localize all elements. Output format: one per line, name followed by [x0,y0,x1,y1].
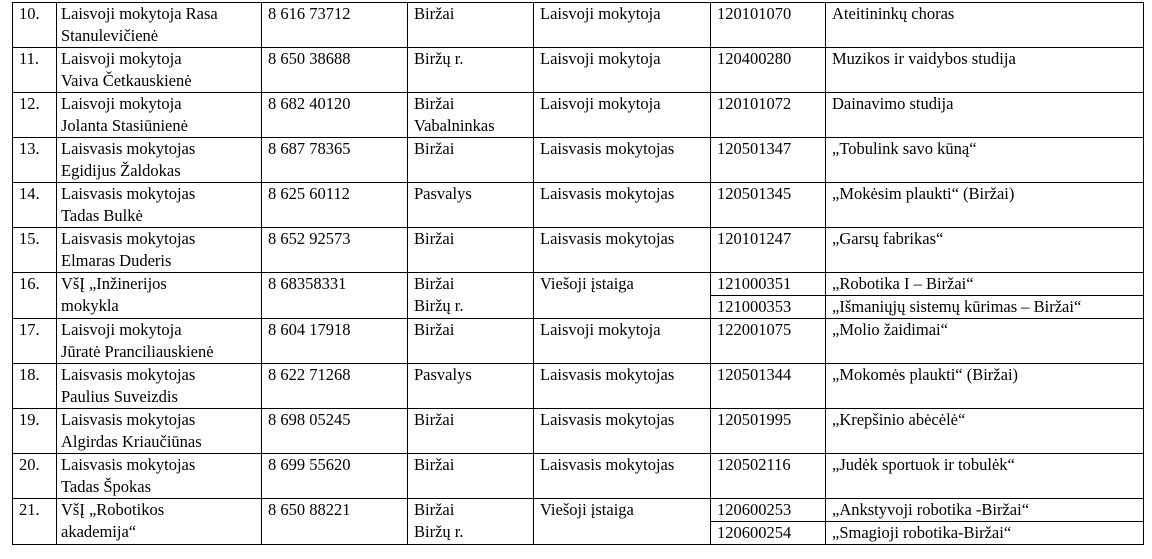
phone-number: 8 698 05245 [262,409,408,454]
table-row [13,183,1144,228]
row-number: 10. [13,3,57,48]
provider-type: Laisvoji mokytoja [534,48,711,93]
provider-type: Viešoji įstaiga [534,499,711,545]
program-name: „Tobulink savo kūną“ [826,138,1144,183]
row-number: 16. [13,273,57,319]
program-name: „Robotika I – Biržai“ [826,273,1144,296]
program-name: „Garsų fabrikas“ [826,228,1144,273]
program-name: „Ankstyvoji robotika -Biržai“ [826,499,1144,522]
program-code: 120501345 [711,183,826,228]
phone-number: 8 699 55620 [262,454,408,499]
table-row [13,93,1144,138]
program-code: 120400280 [711,48,826,93]
provider-type: Laisvasis mokytojas [534,138,711,183]
location: Biržai [408,228,534,273]
row-number: 12. [13,93,57,138]
table-row [13,454,1144,499]
program-name: „Krepšinio abėcėlė“ [826,409,1144,454]
program-code: 120600253 [711,499,826,522]
location: Biržai Vabalninkas [408,93,534,138]
program-name: „Molio žaidimai“ [826,319,1144,364]
program-code: 121000353 [711,296,826,319]
row-number: 11. [13,48,57,93]
provider-name: Laisvasis mokytojas Paulius Suveizdis [57,364,262,409]
table-row [13,409,1144,454]
phone-number: 8 68358331 [262,273,408,319]
program-code: 120501347 [711,138,826,183]
program-code: 120600254 [711,522,826,545]
program-code: 120502116 [711,454,826,499]
table-row [13,138,1144,183]
row-number: 19. [13,409,57,454]
program-name: „Išmaniųjų sistemų kūrimas – Biržai“ [826,296,1144,319]
phone-number: 8 650 38688 [262,48,408,93]
program-code: 120501995 [711,409,826,454]
provider-name: VšĮ „Inžinerijos mokykla [57,273,262,319]
location: Biržai [408,319,534,364]
provider-type: Laisvasis mokytojas [534,454,711,499]
program-code: 120101072 [711,93,826,138]
provider-name: Laisvoji mokytoja Vaiva Četkauskienė [57,48,262,93]
location: Biržai Biržų r. [408,499,534,545]
phone-number: 8 622 71268 [262,364,408,409]
program-name: Ateitininkų choras [826,3,1144,48]
location: Biržų r. [408,48,534,93]
phone-number: 8 650 88221 [262,499,408,545]
program-code: 121000351 [711,273,826,296]
location: Pasvalys [408,364,534,409]
phone-number: 8 625 60112 [262,183,408,228]
phone-number: 8 604 17918 [262,319,408,364]
program-code: 120501344 [711,364,826,409]
provider-name: VšĮ „Robotikos akademija“ [57,499,262,545]
provider-name: Laisvasis mokytojas Tadas Špokas [57,454,262,499]
program-name: Dainavimo studija [826,93,1144,138]
provider-type: Laisvasis mokytojas [534,183,711,228]
location: Biržai [408,138,534,183]
provider-name: Laisvasis mokytojas Algirdas Kriaučiūnas [57,409,262,454]
table-row [13,48,1144,93]
provider-type: Laisvasis mokytojas [534,228,711,273]
location: Biržai [408,454,534,499]
program-name: „Judėk sportuok ir tobulėk“ [826,454,1144,499]
program-code: 122001075 [711,319,826,364]
provider-type: Laisvasis mokytojas [534,409,711,454]
provider-name: Laisvoji mokytoja Jūratė Pranciliauskienė [57,319,262,364]
program-name: „Mokėsim plaukti“ (Biržai) [826,183,1144,228]
provider-type: Viešoji įstaiga [534,273,711,319]
program-name: Muzikos ir vaidybos studija [826,48,1144,93]
registry-table [12,2,1144,545]
row-number: 18. [13,364,57,409]
row-number: 13. [13,138,57,183]
program-name: „Smagioji robotika-Biržai“ [826,522,1144,545]
table-row [13,499,1144,522]
row-number: 14. [13,183,57,228]
provider-name: Laisvasis mokytojas Elmaras Duderis [57,228,262,273]
phone-number: 8 652 92573 [262,228,408,273]
location: Pasvalys [408,183,534,228]
location: Biržai Biržų r. [408,273,534,319]
table-row [13,228,1144,273]
row-number: 21. [13,499,57,545]
phone-number: 8 682 40120 [262,93,408,138]
provider-type: Laisvoji mokytoja [534,319,711,364]
program-name: „Mokomės plaukti“ (Biržai) [826,364,1144,409]
phone-number: 8 616 73712 [262,3,408,48]
row-number: 17. [13,319,57,364]
location: Biržai [408,409,534,454]
provider-type: Laisvoji mokytoja [534,93,711,138]
phone-number: 8 687 78365 [262,138,408,183]
provider-type: Laisvasis mokytojas [534,364,711,409]
provider-name: Laisvoji mokytoja Rasa Stanulevičienė [57,3,262,48]
table-row [13,3,1144,48]
provider-name: Laisvoji mokytoja Jolanta Stasiūnienė [57,93,262,138]
provider-name: Laisvasis mokytojas Tadas Bulkė [57,183,262,228]
table-row [13,273,1144,296]
program-code: 120101247 [711,228,826,273]
table-row [13,319,1144,364]
row-number: 15. [13,228,57,273]
provider-type: Laisvoji mokytoja [534,3,711,48]
program-code: 120101070 [711,3,826,48]
location: Biržai [408,3,534,48]
table-row [13,364,1144,409]
provider-name: Laisvasis mokytojas Egidijus Žaldokas [57,138,262,183]
row-number: 20. [13,454,57,499]
